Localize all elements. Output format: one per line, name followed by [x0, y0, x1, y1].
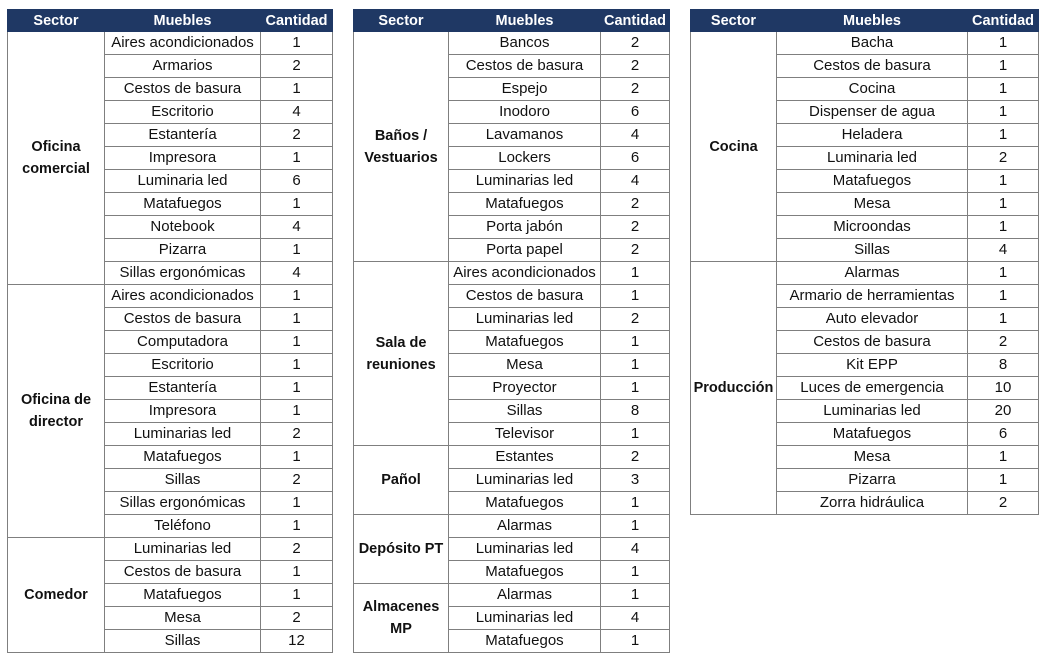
- item-quantity-cell: 1: [261, 147, 333, 170]
- item-name-cell: Matafuegos: [105, 584, 261, 607]
- item-name-cell: Luminarias led: [449, 170, 601, 193]
- table-row: [8, 538, 333, 561]
- item-quantity-cell: 1: [261, 446, 333, 469]
- sector-cell: Cocina: [691, 32, 777, 262]
- item-name-cell: Luminarias led: [105, 538, 261, 561]
- header-sector: Sector: [354, 10, 449, 32]
- item-name-cell: Armarios: [105, 55, 261, 78]
- item-quantity-cell: 2: [601, 193, 670, 216]
- header-sector: Sector: [691, 10, 777, 32]
- item-quantity-cell: 1: [601, 561, 670, 584]
- item-name-cell: Mesa: [105, 607, 261, 630]
- item-quantity-cell: 6: [968, 423, 1039, 446]
- item-quantity-cell: 1: [968, 55, 1039, 78]
- inventory-table-1: [7, 9, 333, 653]
- item-name-cell: Luminarias led: [449, 538, 601, 561]
- item-name-cell: Cestos de basura: [777, 331, 968, 354]
- item-quantity-cell: 2: [261, 423, 333, 446]
- header-muebles: Muebles: [105, 10, 261, 32]
- item-name-cell: Cestos de basura: [105, 308, 261, 331]
- item-quantity-cell: 2: [601, 239, 670, 262]
- item-quantity-cell: 3: [601, 469, 670, 492]
- item-quantity-cell: 2: [601, 32, 670, 55]
- table-row: [8, 32, 333, 55]
- item-name-cell: Escritorio: [105, 101, 261, 124]
- item-quantity-cell: 1: [968, 446, 1039, 469]
- item-name-cell: Alarmas: [777, 262, 968, 285]
- item-name-cell: Zorra hidráulica: [777, 492, 968, 515]
- item-quantity-cell: 1: [601, 423, 670, 446]
- item-quantity-cell: 1: [261, 331, 333, 354]
- item-name-cell: Cocina: [777, 78, 968, 101]
- item-name-cell: Microondas: [777, 216, 968, 239]
- header-row: [354, 10, 670, 32]
- item-quantity-cell: 10: [968, 377, 1039, 400]
- item-name-cell: Impresora: [105, 400, 261, 423]
- item-name-cell: Proyector: [449, 377, 601, 400]
- sector-cell: Almacenes MP: [354, 584, 449, 653]
- header-sector: Sector: [8, 10, 105, 32]
- item-quantity-cell: 2: [968, 331, 1039, 354]
- item-quantity-cell: 1: [601, 630, 670, 653]
- sector-cell: Baños / Vestuarios: [354, 32, 449, 262]
- item-name-cell: Matafuegos: [777, 423, 968, 446]
- item-quantity-cell: 1: [601, 584, 670, 607]
- table-row: [354, 515, 670, 538]
- table-row: [8, 285, 333, 308]
- item-quantity-cell: 2: [601, 55, 670, 78]
- item-quantity-cell: 8: [968, 354, 1039, 377]
- item-quantity-cell: 1: [261, 515, 333, 538]
- item-quantity-cell: 8: [601, 400, 670, 423]
- item-name-cell: Matafuegos: [449, 193, 601, 216]
- item-quantity-cell: 1: [601, 377, 670, 400]
- item-quantity-cell: 2: [261, 469, 333, 492]
- item-quantity-cell: 1: [601, 331, 670, 354]
- item-name-cell: Luminarias led: [449, 469, 601, 492]
- item-name-cell: Matafuegos: [449, 561, 601, 584]
- item-quantity-cell: 1: [968, 170, 1039, 193]
- item-quantity-cell: 4: [601, 607, 670, 630]
- item-quantity-cell: 1: [601, 492, 670, 515]
- item-name-cell: Matafuegos: [449, 331, 601, 354]
- item-quantity-cell: 1: [261, 308, 333, 331]
- item-name-cell: Estantería: [105, 377, 261, 400]
- item-name-cell: Aires acondicionados: [449, 262, 601, 285]
- table-row: [354, 446, 670, 469]
- item-name-cell: Sillas: [449, 400, 601, 423]
- header-cantidad: Cantidad: [601, 10, 670, 32]
- item-quantity-cell: 1: [601, 285, 670, 308]
- table-row: [354, 32, 670, 55]
- item-name-cell: Bacha: [777, 32, 968, 55]
- inventory-table-3: [690, 9, 1039, 515]
- item-quantity-cell: 1: [261, 239, 333, 262]
- item-quantity-cell: 4: [261, 262, 333, 285]
- item-name-cell: Luminaria led: [777, 147, 968, 170]
- item-quantity-cell: 4: [601, 124, 670, 147]
- item-quantity-cell: 1: [968, 262, 1039, 285]
- item-name-cell: Bancos: [449, 32, 601, 55]
- item-quantity-cell: 2: [261, 124, 333, 147]
- item-name-cell: Luminaria led: [105, 170, 261, 193]
- item-name-cell: Auto elevador: [777, 308, 968, 331]
- item-name-cell: Impresora: [105, 147, 261, 170]
- item-quantity-cell: 1: [968, 101, 1039, 124]
- item-name-cell: Luminarias led: [105, 423, 261, 446]
- header-row: [8, 10, 333, 32]
- item-name-cell: Dispenser de agua: [777, 101, 968, 124]
- item-quantity-cell: 4: [601, 538, 670, 561]
- item-name-cell: Mesa: [777, 193, 968, 216]
- inventory-table-2: [353, 9, 670, 653]
- item-quantity-cell: 1: [968, 32, 1039, 55]
- item-name-cell: Cestos de basura: [777, 55, 968, 78]
- header-row: [691, 10, 1039, 32]
- item-name-cell: Aires acondicionados: [105, 32, 261, 55]
- item-name-cell: Matafuegos: [449, 492, 601, 515]
- item-name-cell: Luminarias led: [449, 607, 601, 630]
- item-name-cell: Cestos de basura: [449, 55, 601, 78]
- item-quantity-cell: 1: [601, 262, 670, 285]
- sector-cell: Comedor: [8, 538, 105, 653]
- item-name-cell: Computadora: [105, 331, 261, 354]
- item-name-cell: Kit EPP: [777, 354, 968, 377]
- item-name-cell: Armario de herramientas: [777, 285, 968, 308]
- item-name-cell: Cestos de basura: [105, 561, 261, 584]
- sector-cell: Sala de reuniones: [354, 262, 449, 446]
- item-quantity-cell: 1: [968, 469, 1039, 492]
- sector-cell: Oficina de director: [8, 285, 105, 538]
- item-name-cell: Lockers: [449, 147, 601, 170]
- item-quantity-cell: 1: [968, 216, 1039, 239]
- header-cantidad: Cantidad: [261, 10, 333, 32]
- item-quantity-cell: 4: [968, 239, 1039, 262]
- item-quantity-cell: 1: [968, 285, 1039, 308]
- item-quantity-cell: 1: [261, 377, 333, 400]
- table-row: [354, 584, 670, 607]
- item-name-cell: Escritorio: [105, 354, 261, 377]
- header-cantidad: Cantidad: [968, 10, 1039, 32]
- item-quantity-cell: 6: [601, 147, 670, 170]
- item-quantity-cell: 1: [261, 32, 333, 55]
- item-quantity-cell: 2: [261, 607, 333, 630]
- item-quantity-cell: 1: [261, 78, 333, 101]
- item-name-cell: Matafuegos: [777, 170, 968, 193]
- item-name-cell: Sillas: [105, 630, 261, 653]
- sector-cell: Producción: [691, 262, 777, 515]
- table-row: [691, 32, 1039, 55]
- item-name-cell: Cestos de basura: [449, 285, 601, 308]
- item-quantity-cell: 2: [261, 55, 333, 78]
- item-name-cell: Matafuegos: [449, 630, 601, 653]
- item-name-cell: Aires acondicionados: [105, 285, 261, 308]
- table-row: [354, 262, 670, 285]
- item-name-cell: Pizarra: [777, 469, 968, 492]
- item-quantity-cell: 2: [601, 216, 670, 239]
- item-name-cell: Mesa: [449, 354, 601, 377]
- item-quantity-cell: 1: [968, 308, 1039, 331]
- item-quantity-cell: 4: [261, 101, 333, 124]
- item-quantity-cell: 1: [261, 285, 333, 308]
- item-quantity-cell: 1: [968, 78, 1039, 101]
- item-name-cell: Teléfono: [105, 515, 261, 538]
- item-name-cell: Alarmas: [449, 515, 601, 538]
- item-quantity-cell: 2: [601, 308, 670, 331]
- header-muebles: Muebles: [777, 10, 968, 32]
- item-quantity-cell: 1: [261, 354, 333, 377]
- item-quantity-cell: 2: [601, 78, 670, 101]
- sector-cell: Depósito PT: [354, 515, 449, 584]
- item-quantity-cell: 2: [968, 492, 1039, 515]
- item-name-cell: Heladera: [777, 124, 968, 147]
- item-name-cell: Mesa: [777, 446, 968, 469]
- item-name-cell: Lavamanos: [449, 124, 601, 147]
- item-name-cell: Notebook: [105, 216, 261, 239]
- item-name-cell: Cestos de basura: [105, 78, 261, 101]
- item-quantity-cell: 1: [968, 193, 1039, 216]
- item-quantity-cell: 1: [261, 400, 333, 423]
- item-quantity-cell: 2: [601, 446, 670, 469]
- sector-cell: Pañol: [354, 446, 449, 515]
- item-name-cell: Televisor: [449, 423, 601, 446]
- item-name-cell: Porta jabón: [449, 216, 601, 239]
- item-quantity-cell: 6: [261, 170, 333, 193]
- item-name-cell: Espejo: [449, 78, 601, 101]
- item-name-cell: Matafuegos: [105, 193, 261, 216]
- item-quantity-cell: 6: [601, 101, 670, 124]
- item-quantity-cell: 1: [261, 561, 333, 584]
- item-quantity-cell: 2: [261, 538, 333, 561]
- table-row: [691, 262, 1039, 285]
- item-quantity-cell: 1: [261, 584, 333, 607]
- item-name-cell: Luces de emergencia: [777, 377, 968, 400]
- item-quantity-cell: 12: [261, 630, 333, 653]
- sector-cell: Oficina comercial: [8, 32, 105, 285]
- item-quantity-cell: 1: [968, 124, 1039, 147]
- item-name-cell: Sillas ergonómicas: [105, 262, 261, 285]
- item-name-cell: Inodoro: [449, 101, 601, 124]
- item-quantity-cell: 1: [601, 354, 670, 377]
- item-name-cell: Matafuegos: [105, 446, 261, 469]
- item-quantity-cell: 20: [968, 400, 1039, 423]
- item-quantity-cell: 1: [261, 492, 333, 515]
- item-name-cell: Luminarias led: [449, 308, 601, 331]
- item-quantity-cell: 1: [261, 193, 333, 216]
- header-muebles: Muebles: [449, 10, 601, 32]
- item-name-cell: Porta papel: [449, 239, 601, 262]
- item-name-cell: Pizarra: [105, 239, 261, 262]
- item-name-cell: Estantes: [449, 446, 601, 469]
- item-quantity-cell: 2: [968, 147, 1039, 170]
- item-name-cell: Sillas ergonómicas: [105, 492, 261, 515]
- item-name-cell: Estantería: [105, 124, 261, 147]
- item-quantity-cell: 1: [601, 515, 670, 538]
- item-quantity-cell: 4: [601, 170, 670, 193]
- item-quantity-cell: 4: [261, 216, 333, 239]
- item-name-cell: Sillas: [105, 469, 261, 492]
- item-name-cell: Sillas: [777, 239, 968, 262]
- item-name-cell: Alarmas: [449, 584, 601, 607]
- item-name-cell: Luminarias led: [777, 400, 968, 423]
